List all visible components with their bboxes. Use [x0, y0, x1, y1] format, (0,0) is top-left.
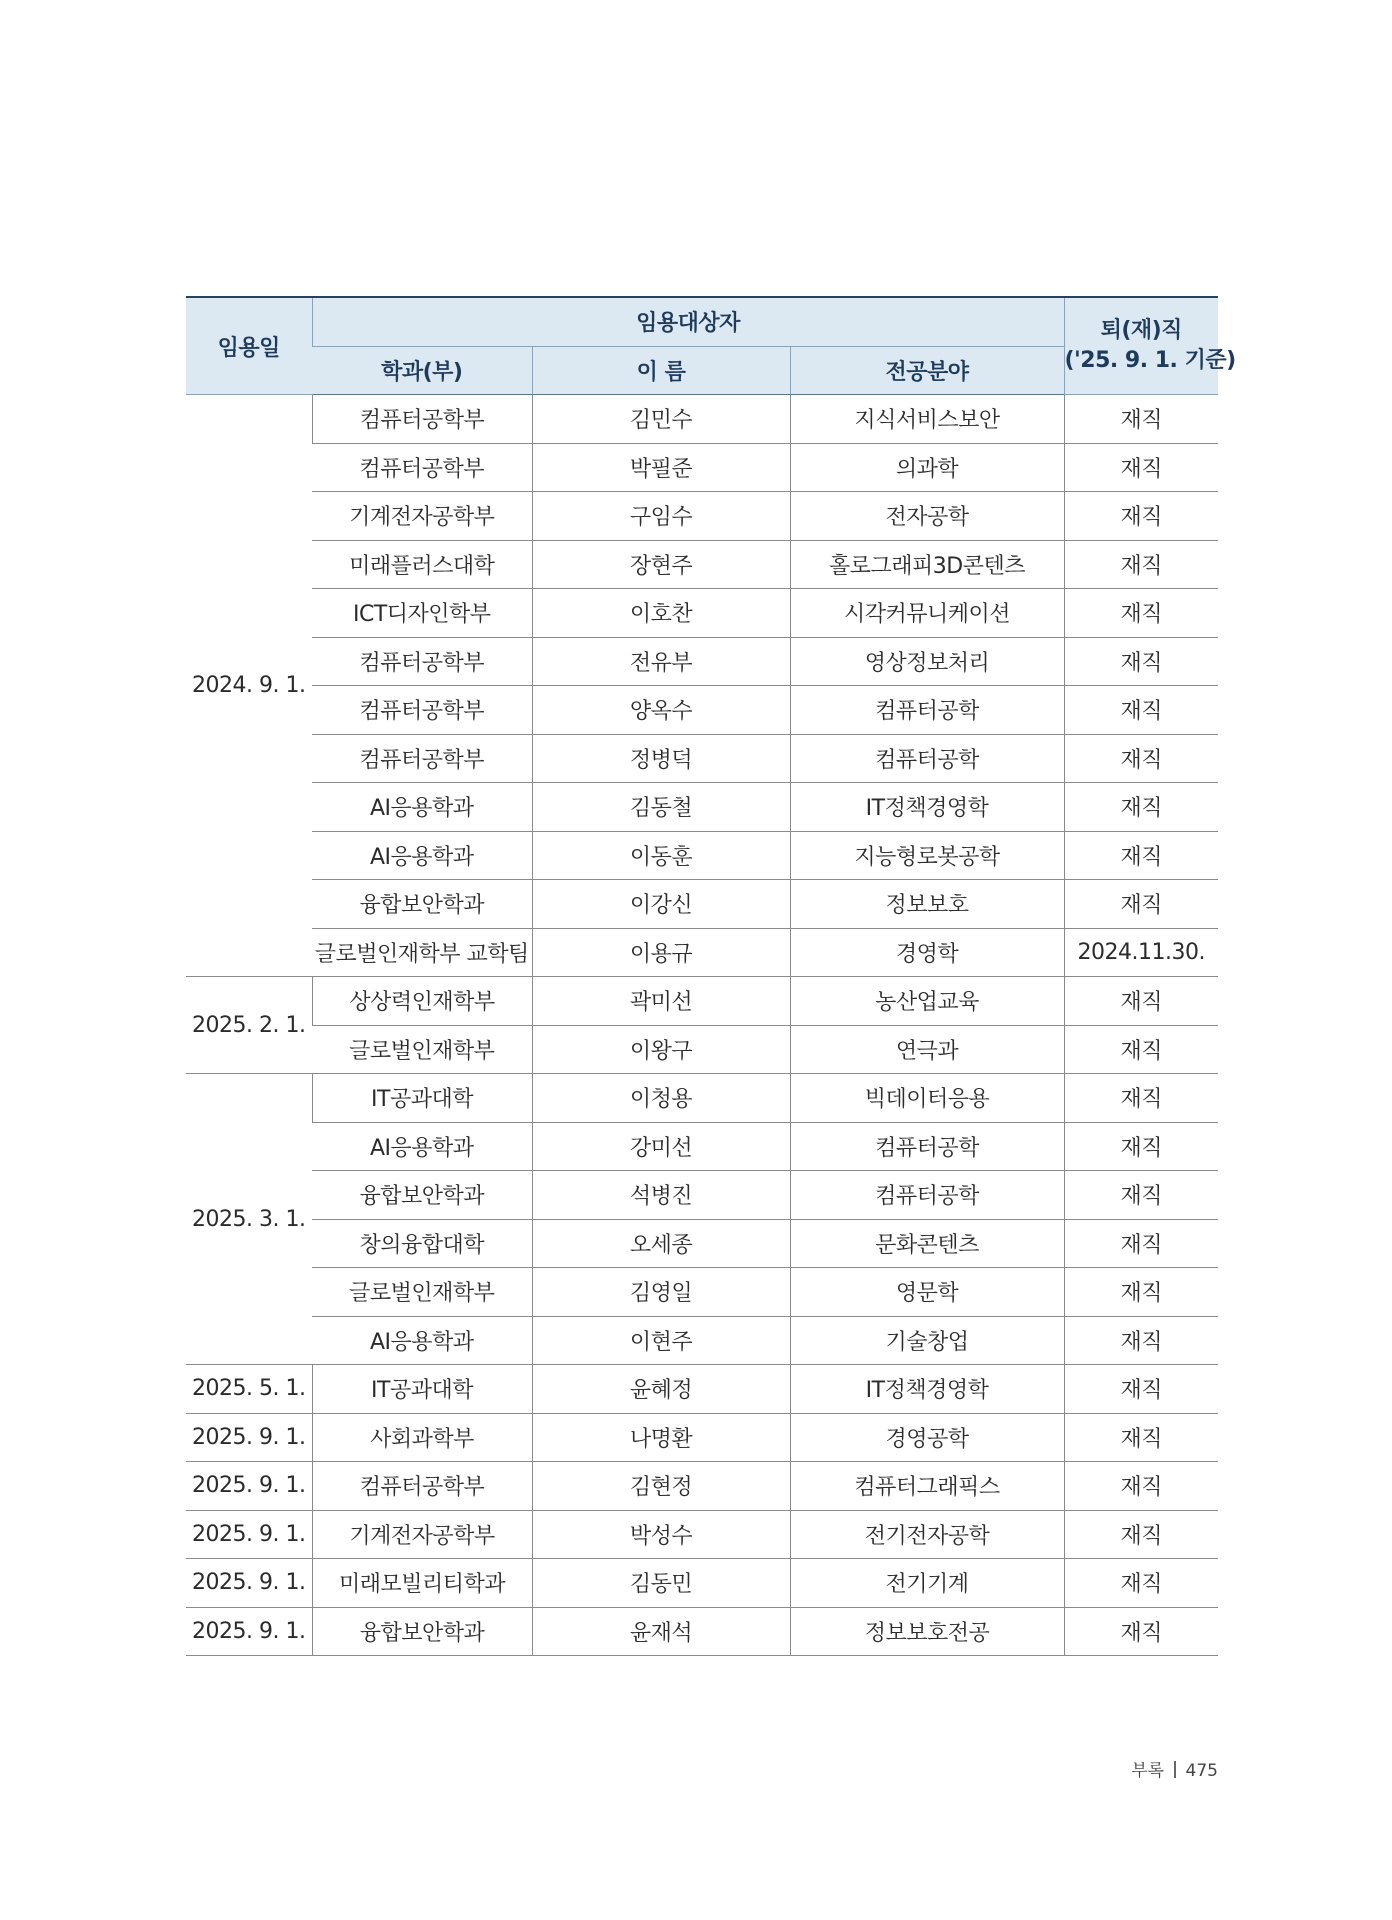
name-cell: 이왕구: [532, 1025, 790, 1074]
status-cell: 재직: [1064, 783, 1218, 832]
table-row: [186, 880, 1218, 929]
dept-cell: AI응용학과: [312, 783, 532, 832]
field-cell: 지식서비스보안: [790, 395, 1064, 444]
field-cell: 전자공학: [790, 492, 1064, 541]
name-cell: 이청용: [532, 1074, 790, 1123]
header-name: 이 름: [532, 346, 790, 395]
name-cell: 김동민: [532, 1559, 790, 1608]
field-cell: 정보보호: [790, 880, 1064, 929]
field-cell: IT정책경영학: [790, 783, 1064, 832]
status-cell: 재직: [1064, 1316, 1218, 1365]
name-cell: 윤혜정: [532, 1365, 790, 1414]
status-cell: 재직: [1064, 589, 1218, 638]
dept-cell: AI응용학과: [312, 1122, 532, 1171]
footer-section: 부록: [1131, 1761, 1165, 1781]
field-cell: 컴퓨터공학: [790, 686, 1064, 735]
status-cell: 재직: [1064, 1607, 1218, 1656]
status-cell: 재직: [1064, 443, 1218, 492]
field-cell: 농산업교육: [790, 977, 1064, 1026]
dept-cell: 글로벌인재학부: [312, 1025, 532, 1074]
status-cell: 재직: [1064, 1413, 1218, 1462]
page-number: 475: [1185, 1761, 1218, 1781]
date-cell: 2025. 9. 1.: [186, 1462, 312, 1511]
dept-cell: 창의융합대학: [312, 1219, 532, 1268]
table-row: [186, 783, 1218, 832]
status-cell: 재직: [1064, 686, 1218, 735]
date-cell: 2024. 9. 1.: [186, 395, 312, 977]
dept-cell: 컴퓨터공학부: [312, 395, 532, 444]
dept-cell: 기계전자공학부: [312, 492, 532, 541]
date-cell: 2025. 2. 1.: [186, 977, 312, 1074]
status-cell: 재직: [1064, 1219, 1218, 1268]
dept-cell: 상상력인재학부: [312, 977, 532, 1026]
name-cell: 석병진: [532, 1171, 790, 1220]
status-cell: 재직: [1064, 540, 1218, 589]
table-row: [186, 637, 1218, 686]
date-cell: 2025. 3. 1.: [186, 1074, 312, 1365]
status-cell: 재직: [1064, 637, 1218, 686]
dept-cell: 융합보안학과: [312, 1171, 532, 1220]
name-cell: 이강신: [532, 880, 790, 929]
table-row: [186, 1074, 1218, 1123]
field-cell: 컴퓨터그래픽스: [790, 1462, 1064, 1511]
dept-cell: 글로벌인재학부 교학팀: [312, 928, 532, 977]
name-cell: 김민수: [532, 395, 790, 444]
status-cell: 재직: [1064, 1365, 1218, 1414]
table-row: [186, 928, 1218, 977]
field-cell: 지능형로봇공학: [790, 831, 1064, 880]
name-cell: 구임수: [532, 492, 790, 541]
dept-cell: 컴퓨터공학부: [312, 686, 532, 735]
name-cell: 김동철: [532, 783, 790, 832]
field-cell: 기술창업: [790, 1316, 1064, 1365]
table-row: [186, 977, 1218, 1026]
field-cell: 컴퓨터공학: [790, 1171, 1064, 1220]
status-cell: 재직: [1064, 1171, 1218, 1220]
name-cell: 전유부: [532, 637, 790, 686]
dept-cell: 글로벌인재학부: [312, 1268, 532, 1317]
field-cell: 시각커뮤니케이션: [790, 589, 1064, 638]
header-status-line1: 퇴(재)직: [1100, 318, 1182, 344]
name-cell: 양옥수: [532, 686, 790, 735]
field-cell: 영문학: [790, 1268, 1064, 1317]
name-cell: 이용규: [532, 928, 790, 977]
table-row: [186, 443, 1218, 492]
dept-cell: 컴퓨터공학부: [312, 1462, 532, 1511]
name-cell: 이현주: [532, 1316, 790, 1365]
dept-cell: IT공과대학: [312, 1074, 532, 1123]
status-cell: 재직: [1064, 1510, 1218, 1559]
field-cell: 정보보호전공: [790, 1607, 1064, 1656]
dept-cell: 컴퓨터공학부: [312, 734, 532, 783]
header-date: 임용일: [186, 297, 312, 395]
table-row: [186, 1607, 1218, 1656]
table-row: [186, 1268, 1218, 1317]
table-row: [186, 589, 1218, 638]
table-body: [186, 395, 1218, 1656]
dept-cell: 사회과학부: [312, 1413, 532, 1462]
dept-cell: 컴퓨터공학부: [312, 637, 532, 686]
date-cell: 2025. 9. 1.: [186, 1510, 312, 1559]
field-cell: 홀로그래피3D콘텐츠: [790, 540, 1064, 589]
status-cell: 재직: [1064, 1122, 1218, 1171]
status-cell: 재직: [1064, 395, 1218, 444]
dept-cell: 융합보안학과: [312, 880, 532, 929]
dept-cell: 컴퓨터공학부: [312, 443, 532, 492]
table-row: [186, 831, 1218, 880]
name-cell: 이호찬: [532, 589, 790, 638]
name-cell: 곽미선: [532, 977, 790, 1026]
name-cell: 이동훈: [532, 831, 790, 880]
table-row: [186, 540, 1218, 589]
table-row: [186, 734, 1218, 783]
status-cell: 재직: [1064, 880, 1218, 929]
table-row: [186, 1122, 1218, 1171]
name-cell: 강미선: [532, 1122, 790, 1171]
status-cell: 재직: [1064, 734, 1218, 783]
dept-cell: 미래모빌리티학과: [312, 1559, 532, 1608]
table-row: [186, 1025, 1218, 1074]
header-status: [1064, 297, 1236, 395]
appointment-table: [186, 296, 1236, 1656]
table-row: [186, 1316, 1218, 1365]
field-cell: 경영공학: [790, 1413, 1064, 1462]
table-row: [186, 1219, 1218, 1268]
status-cell: 재직: [1064, 1268, 1218, 1317]
status-cell: 재직: [1064, 1025, 1218, 1074]
table-row: [186, 1365, 1218, 1414]
name-cell: 오세종: [532, 1219, 790, 1268]
header-group: 임용대상자: [312, 297, 1064, 346]
dept-cell: AI응용학과: [312, 1316, 532, 1365]
field-cell: 빅데이터응용: [790, 1074, 1064, 1123]
field-cell: 문화콘텐츠: [790, 1219, 1064, 1268]
table-row: [186, 492, 1218, 541]
table-header: [186, 297, 1236, 395]
date-cell: 2025. 9. 1.: [186, 1413, 312, 1462]
dept-cell: ICT디자인학부: [312, 589, 532, 638]
name-cell: 윤재석: [532, 1607, 790, 1656]
table-row: [186, 1462, 1218, 1511]
status-cell: 재직: [1064, 1074, 1218, 1123]
dept-cell: 융합보안학과: [312, 1607, 532, 1656]
status-cell: 재직: [1064, 977, 1218, 1026]
name-cell: 나명환: [532, 1413, 790, 1462]
table-row: [186, 1510, 1218, 1559]
dept-cell: AI응용학과: [312, 831, 532, 880]
header-status-line2: ('25. 9. 1. 기준): [1064, 348, 1236, 373]
status-cell: 재직: [1064, 1559, 1218, 1608]
date-cell: 2025. 9. 1.: [186, 1559, 312, 1608]
field-cell: 컴퓨터공학: [790, 1122, 1064, 1171]
field-cell: 전기기계: [790, 1559, 1064, 1608]
name-cell: 장현주: [532, 540, 790, 589]
table-row: [186, 1413, 1218, 1462]
dept-cell: 미래플러스대학: [312, 540, 532, 589]
table-row: [186, 686, 1218, 735]
name-cell: 정병덕: [532, 734, 790, 783]
header-dept: 학과(부): [312, 346, 532, 395]
date-cell: 2025. 5. 1.: [186, 1365, 312, 1414]
status-cell: 재직: [1064, 1462, 1218, 1511]
field-cell: IT정책경영학: [790, 1365, 1064, 1414]
table-row: [186, 395, 1218, 444]
name-cell: 김현정: [532, 1462, 790, 1511]
date-cell: 2025. 9. 1.: [186, 1607, 312, 1656]
name-cell: 김영일: [532, 1268, 790, 1317]
field-cell: 전기전자공학: [790, 1510, 1064, 1559]
footer-divider: [1174, 1761, 1176, 1778]
status-cell: 2024.11.30.: [1064, 928, 1218, 977]
dept-cell: IT공과대학: [312, 1365, 532, 1414]
field-cell: 경영학: [790, 928, 1064, 977]
field-cell: 컴퓨터공학: [790, 734, 1064, 783]
field-cell: 연극과: [790, 1025, 1064, 1074]
name-cell: 박필준: [532, 443, 790, 492]
field-cell: 영상정보처리: [790, 637, 1064, 686]
table-row: [186, 1559, 1218, 1608]
table-row: [186, 1171, 1218, 1220]
field-cell: 의과학: [790, 443, 1064, 492]
status-cell: 재직: [1064, 492, 1218, 541]
header-field: 전공분야: [790, 346, 1064, 395]
page-footer: [1131, 1756, 1218, 1781]
status-cell: 재직: [1064, 831, 1218, 880]
name-cell: 박성수: [532, 1510, 790, 1559]
dept-cell: 기계전자공학부: [312, 1510, 532, 1559]
